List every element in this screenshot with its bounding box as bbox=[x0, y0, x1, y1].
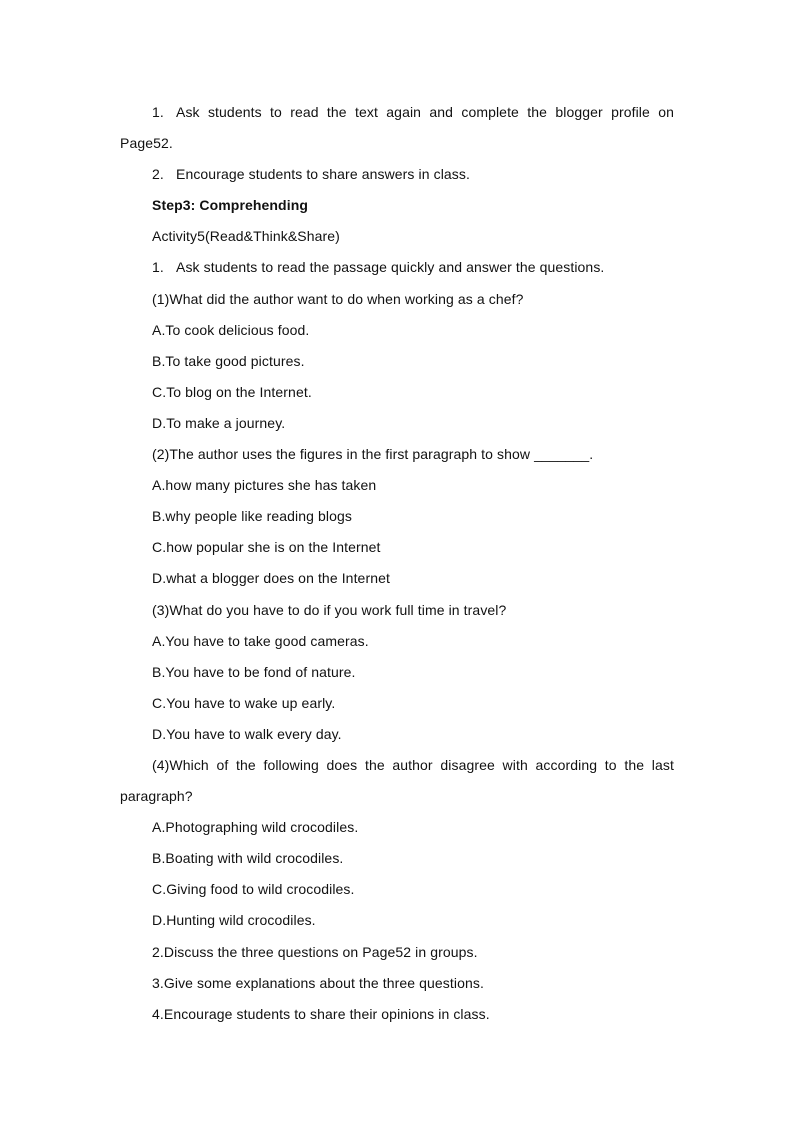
option: D.You have to walk every day. bbox=[152, 725, 342, 742]
list-number: 1. bbox=[152, 104, 164, 120]
list-text: Encourage students to share answers in class. bbox=[176, 166, 470, 183]
list-item bbox=[120, 159, 674, 190]
option: C.how popular she is on the Internet bbox=[152, 539, 381, 556]
option: B.why people like reading blogs bbox=[152, 508, 353, 525]
document-body bbox=[120, 97, 674, 1030]
option: B.Boating with wild crocodiles. bbox=[152, 850, 344, 867]
activity-title: Activity5(Read&Think&Share) bbox=[152, 228, 340, 245]
list-number: 2. bbox=[152, 166, 164, 183]
option: A.To cook delicious food. bbox=[152, 321, 310, 338]
closing-item: 2.Discuss the three questions on Page52 in groups. bbox=[152, 943, 478, 960]
question-4: (4)Which of the following does the author disagree with according to the last paragraph? bbox=[120, 756, 674, 805]
step-heading: Step3: Comprehending bbox=[152, 197, 309, 214]
list-text: Ask students to read the passage quickly and answer the questions. bbox=[176, 259, 605, 276]
list-item bbox=[120, 252, 674, 283]
list-text: Ask students to read the text again and complete the blogger profile on Page52. bbox=[120, 104, 674, 152]
question-2: (2)The author uses the figures in the first paragraph to show _______. bbox=[152, 446, 594, 463]
closing-item: 3.Give some explanations about the three questions. bbox=[152, 974, 484, 991]
option: C.You have to wake up early. bbox=[152, 694, 336, 711]
option: D.To make a journey. bbox=[152, 414, 286, 431]
option: A.how many pictures she has taken bbox=[152, 477, 377, 494]
option: A.Photographing wild crocodiles. bbox=[152, 819, 359, 836]
option: C.To blog on the Internet. bbox=[152, 383, 312, 400]
question-3: (3)What do you have to do if you work full time in travel? bbox=[152, 601, 507, 618]
option: B.To take good pictures. bbox=[152, 352, 305, 369]
list-number: 1. bbox=[152, 259, 164, 276]
option: A.You have to take good cameras. bbox=[152, 632, 369, 649]
option: B.You have to be fond of nature. bbox=[152, 663, 356, 680]
list-item bbox=[120, 97, 674, 159]
option: C.Giving food to wild crocodiles. bbox=[152, 881, 355, 898]
question-1: (1)What did the author want to do when working as a chef? bbox=[152, 290, 524, 307]
closing-item: 4.Encourage students to share their opinions in class. bbox=[152, 1005, 490, 1022]
option: D.what a blogger does on the Internet bbox=[152, 570, 390, 587]
option: D.Hunting wild crocodiles. bbox=[152, 912, 316, 929]
